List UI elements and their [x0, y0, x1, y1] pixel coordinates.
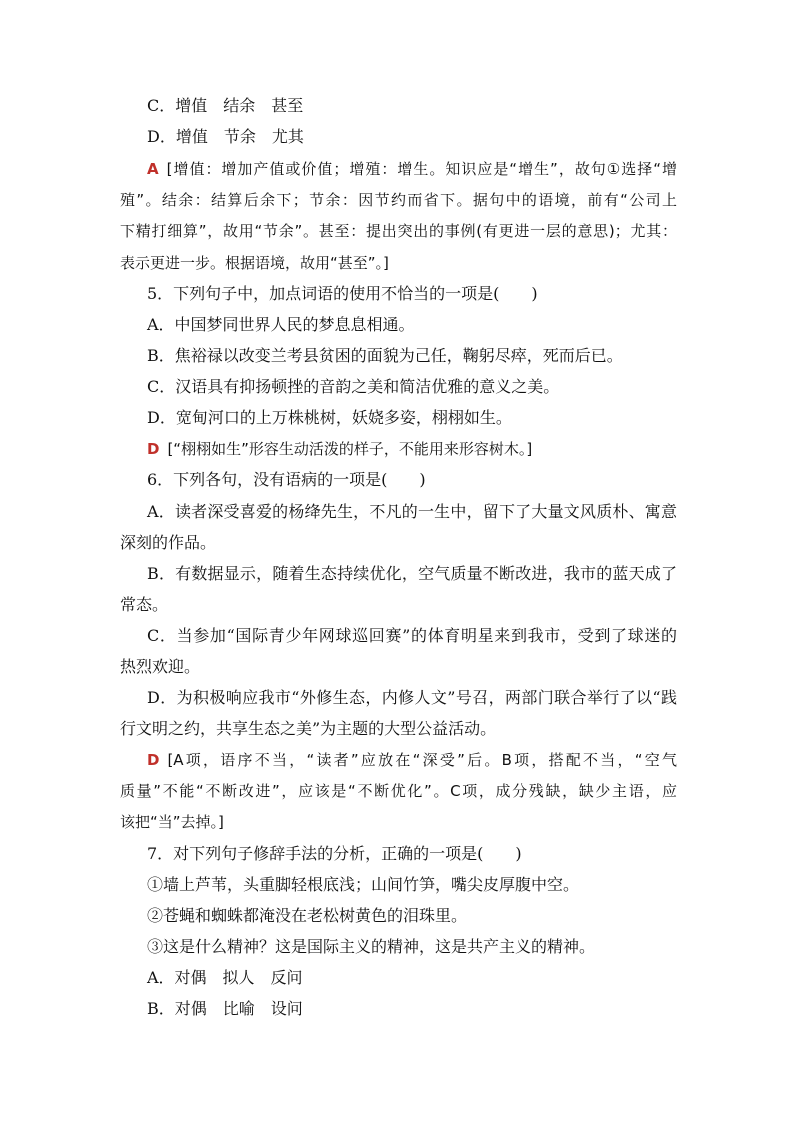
question-6-option-d-line-1: D．为积极响应我市“外修生态，内修人文”号召，两部门联合举行了以“践 [147, 688, 677, 707]
question-5-option-d: D．宽甸河口的上万株桃树，妖娆多姿，栩栩如生。 [147, 408, 512, 427]
question-6-option-c-line-1: C．当参加“国际青少年网球巡回赛”的体育明星来到我市，受到了球迷的 [147, 626, 677, 645]
question-5-stem: 5．下列句子中，加点词语的使用不恰当的一项是( ) [147, 284, 538, 303]
answer-text: [A项，语序不当，“读者”应放在“深受”后。B项，搭配不当，“空气 [167, 751, 677, 769]
question-7-stem: 7．对下列句子修辞手法的分析，正确的一项是( ) [147, 844, 522, 863]
answer-text: [“栩栩如生”形容生动活泼的样子，不能用来形容树木。] [167, 440, 533, 458]
answer-6-line-3: 该把“当”去掉。] [120, 813, 224, 831]
question-6-option-a-line-2: 深刻的作品。 [120, 533, 217, 552]
question-6-option-a-line-1: A．读者深受喜爱的杨绛先生，不凡的一生中，留下了大量文风质朴、寓意 [147, 502, 677, 521]
question-6-option-b-line-2: 常态。 [120, 595, 169, 614]
question-7-sentence-3: ③这是什么精神？这是国际主义的精神，这是共产主义的精神。 [147, 937, 596, 956]
answer-4-line-4: 表示更进一步。根据语境，故用“甚至”。] [120, 254, 389, 272]
question-7-option-b: B．对偶 比喻 设问 [147, 999, 303, 1018]
question-5-option-a: A．中国梦同世界人民的梦息息相通。 [147, 315, 415, 334]
question-6-stem: 6．下列各句，没有语病的一项是( ) [147, 470, 426, 489]
question-6-option-b-line-1: B．有数据显示，随着生态持续优化，空气质量不断改进，我市的蓝天成了 [147, 564, 677, 583]
answer-4-line-3: 下精打细算”，故用“节余”。甚至：提出突出的事例(有更进一层的意思)；尤其： [120, 222, 677, 240]
question-6-option-c-line-2: 热烈欢迎。 [120, 657, 201, 676]
question-7-option-a: A．对偶 拟人 反问 [147, 968, 303, 987]
question-6-option-d-line-2: 行文明之约，共享生态之美”为主题的大型公益活动。 [120, 719, 497, 738]
question-7-sentence-1: ①墙上芦苇，头重脚轻根底浅；山间竹笋，嘴尖皮厚腹中空。 [147, 875, 580, 894]
question-5-option-b: B．焦裕禄以改变兰考县贫困的面貌为己任，鞠躬尽瘁，死而后已。 [147, 346, 623, 365]
answer-5-line [147, 438, 532, 460]
answer-6-line-1 [147, 749, 677, 771]
question-7-sentence-2: ②苍蝇和蜘蛛都淹没在老松树黄色的泪珠里。 [147, 906, 468, 925]
answer-letter: A [147, 160, 159, 178]
answer-letter: D [147, 751, 160, 769]
question-5-option-c: C．汉语具有抑扬顿挫的音韵之美和简洁优雅的意义之美。 [147, 377, 560, 396]
answer-letter: D [147, 440, 160, 458]
option-c-line: C．增值 结余 甚至 [147, 96, 304, 115]
answer-6-line-2: 质量”不能“不断改进”，应该是“不断优化”。C项，成分残缺，缺少主语，应 [120, 782, 677, 800]
answer-text: [增值：增加产值或价值；增殖：增生。知识应是“增生”，故句①选择“增 [166, 160, 677, 178]
answer-4-line-2: 殖”。结余：结算后余下；节余：因节约而省下。据句中的语境，前有“公司上 [120, 191, 677, 209]
answer-4-line-1 [147, 158, 677, 180]
option-d-line: D．增值 节余 尤其 [147, 127, 304, 146]
